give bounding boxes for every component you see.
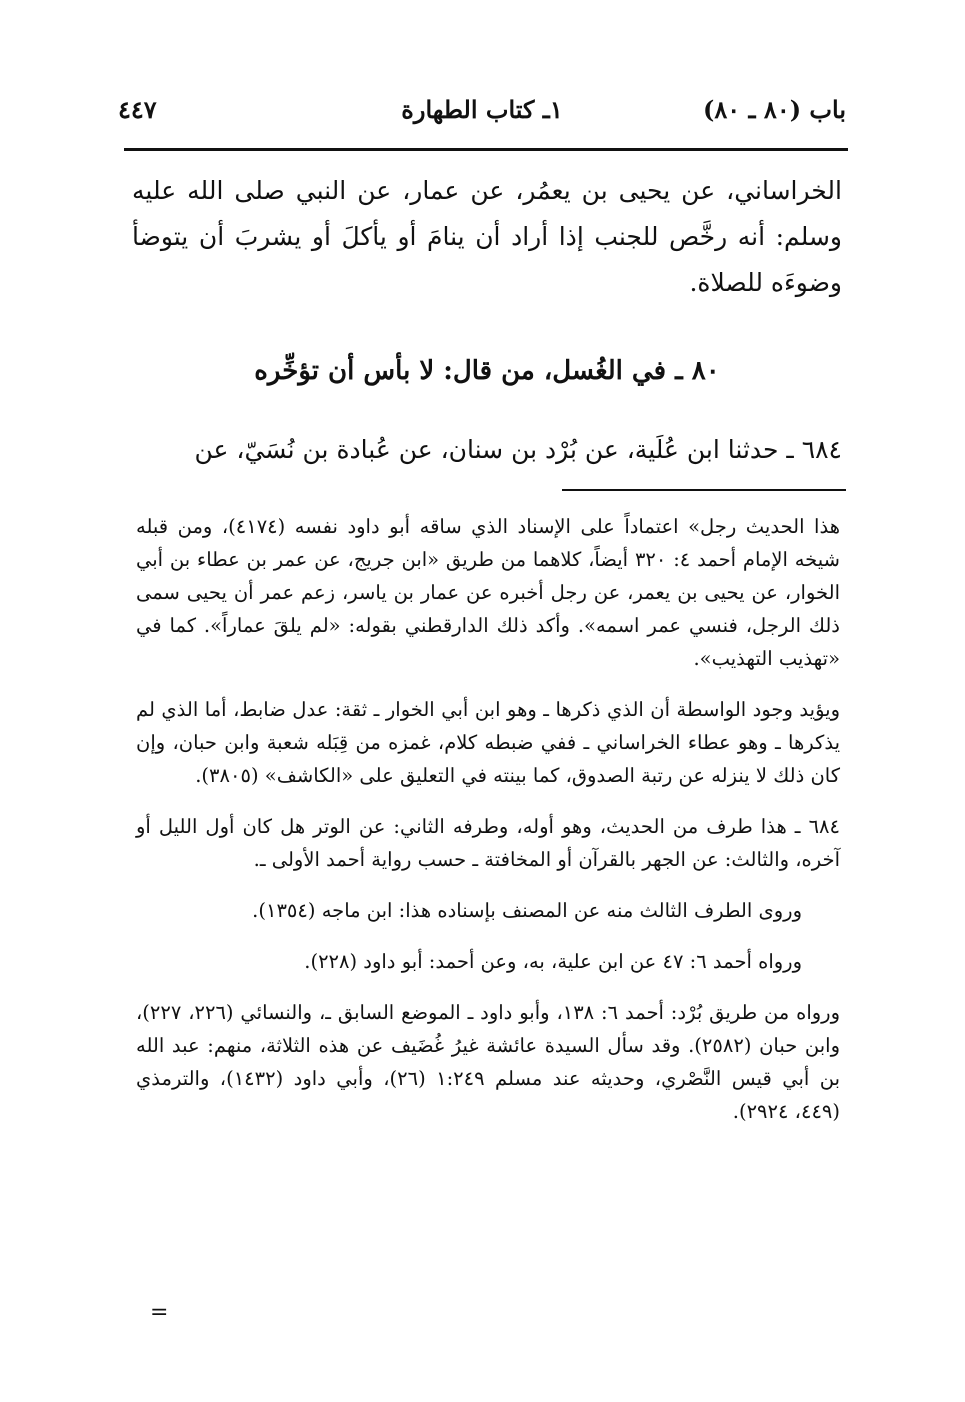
section-heading: ٨٠ ـ في الغُسل، من قال: لا بأس أن تؤخِّره: [254, 356, 720, 386]
hadith-text: ٦٨٤ ـ حدثنا ابن عُلَية، عن بُرْد بن سنان، عن عُبادة بن نُسَيّ، عن: [194, 435, 842, 464]
footnote-rule: [562, 489, 846, 491]
running-header: [118, 95, 846, 129]
footnote-paragraph: ورواه أحمد ٦: ٤٧ عن ابن علية، به، وعن أحمد: أبو داود (٢٢٨).: [304, 950, 802, 973]
chapter-reference: باب (٨٠ ـ ٨٠): [703, 95, 846, 124]
footnote-paragraph: وروى الطرف الثالث منه عن المصنف بإسناده هذا: ابن ماجه (١٣٥٤).: [252, 899, 802, 922]
footnotes: [136, 510, 840, 1146]
book-title: ١ـ كتاب الطهارة: [401, 95, 563, 124]
header-rule: [124, 148, 848, 151]
footnote-paragraph: ٦٨٤ ـ هذا طرف من الحديث، وهو أوله، وطرفه الثاني: عن الوتر هل كان أول الليل أو آخره، والثالث: عن الجهر بالقرآن أو المخافتة ـ حسب رواية أحمد الأولى ـ.: [136, 815, 840, 871]
footnote-paragraph: هذا الحديث رجل» اعتماداً على الإسناد الذي ساقه أبو داود نفسه (٤١٧٤)، ومن قبله شيخه الإمام أحمد ٤: ٣٢٠ أيضاً، كلاهما من طريق «ابن جريج، عن عمر بن عطاء بن أبي الخوار، عن يحيى بن يعمر، عن رجل أخبره عن عمار بن ياسر، زعم عمر أن يحيى سمى ذلك الرجل، فنسي عمر اسمه». وأكد ذلك الدارقطني بقوله: «لم يلقَ عماراً». كما في «تهذيب التهذيب».: [136, 515, 840, 670]
end-mark: =: [150, 1300, 169, 1325]
footnote-paragraph: ورواه من طريق بُرْد: أحمد ٦: ١٣٨، وأبو داود ـ الموضع السابق ـ، والنسائي (٢٢٦، ٢٢٧)، وابن حبان (٢٥٨٢). وقد سأل السيدة عائشة غيرُ غُضَيف عن هذه الثلاثة، منهم: عبد الله بن أبي قيس النَّصْري، وحديثه عند مسلم ١:٢٤٩ (٢٦)، وأبي داود (١٤٣٢)، والترمذي (٤٤٩، ٢٩٢٤).: [136, 1001, 841, 1123]
main-text: الخراساني، عن يحيى بن يعمُر، عن عمار، عن النبي صلى الله عليه وسلم: أنه رخَّص للجنب إذا أراد أن ينامَ أو يأكلَ أو يشربَ أن يتوضأ وضوءَه للصلاة.: [132, 176, 842, 297]
page-number: ٤٤٧: [118, 95, 157, 124]
footnote-paragraph: ويؤيد وجود الواسطة أن الذي ذكرها ـ وهو ابن أبي الخوار ـ ثقة: عدل ضابط، أما الذي لم يذكرها ـ وهو عطاء الخراساني ـ ففي ضبطه كلام، غمزه من قِبَله شعبة وابن حبان، وإن كان ذلك لا ينزله عن رتبة الصدوق، كما بينته في التعليق على «الكاشف» (٣٨٠٥).: [136, 698, 840, 787]
